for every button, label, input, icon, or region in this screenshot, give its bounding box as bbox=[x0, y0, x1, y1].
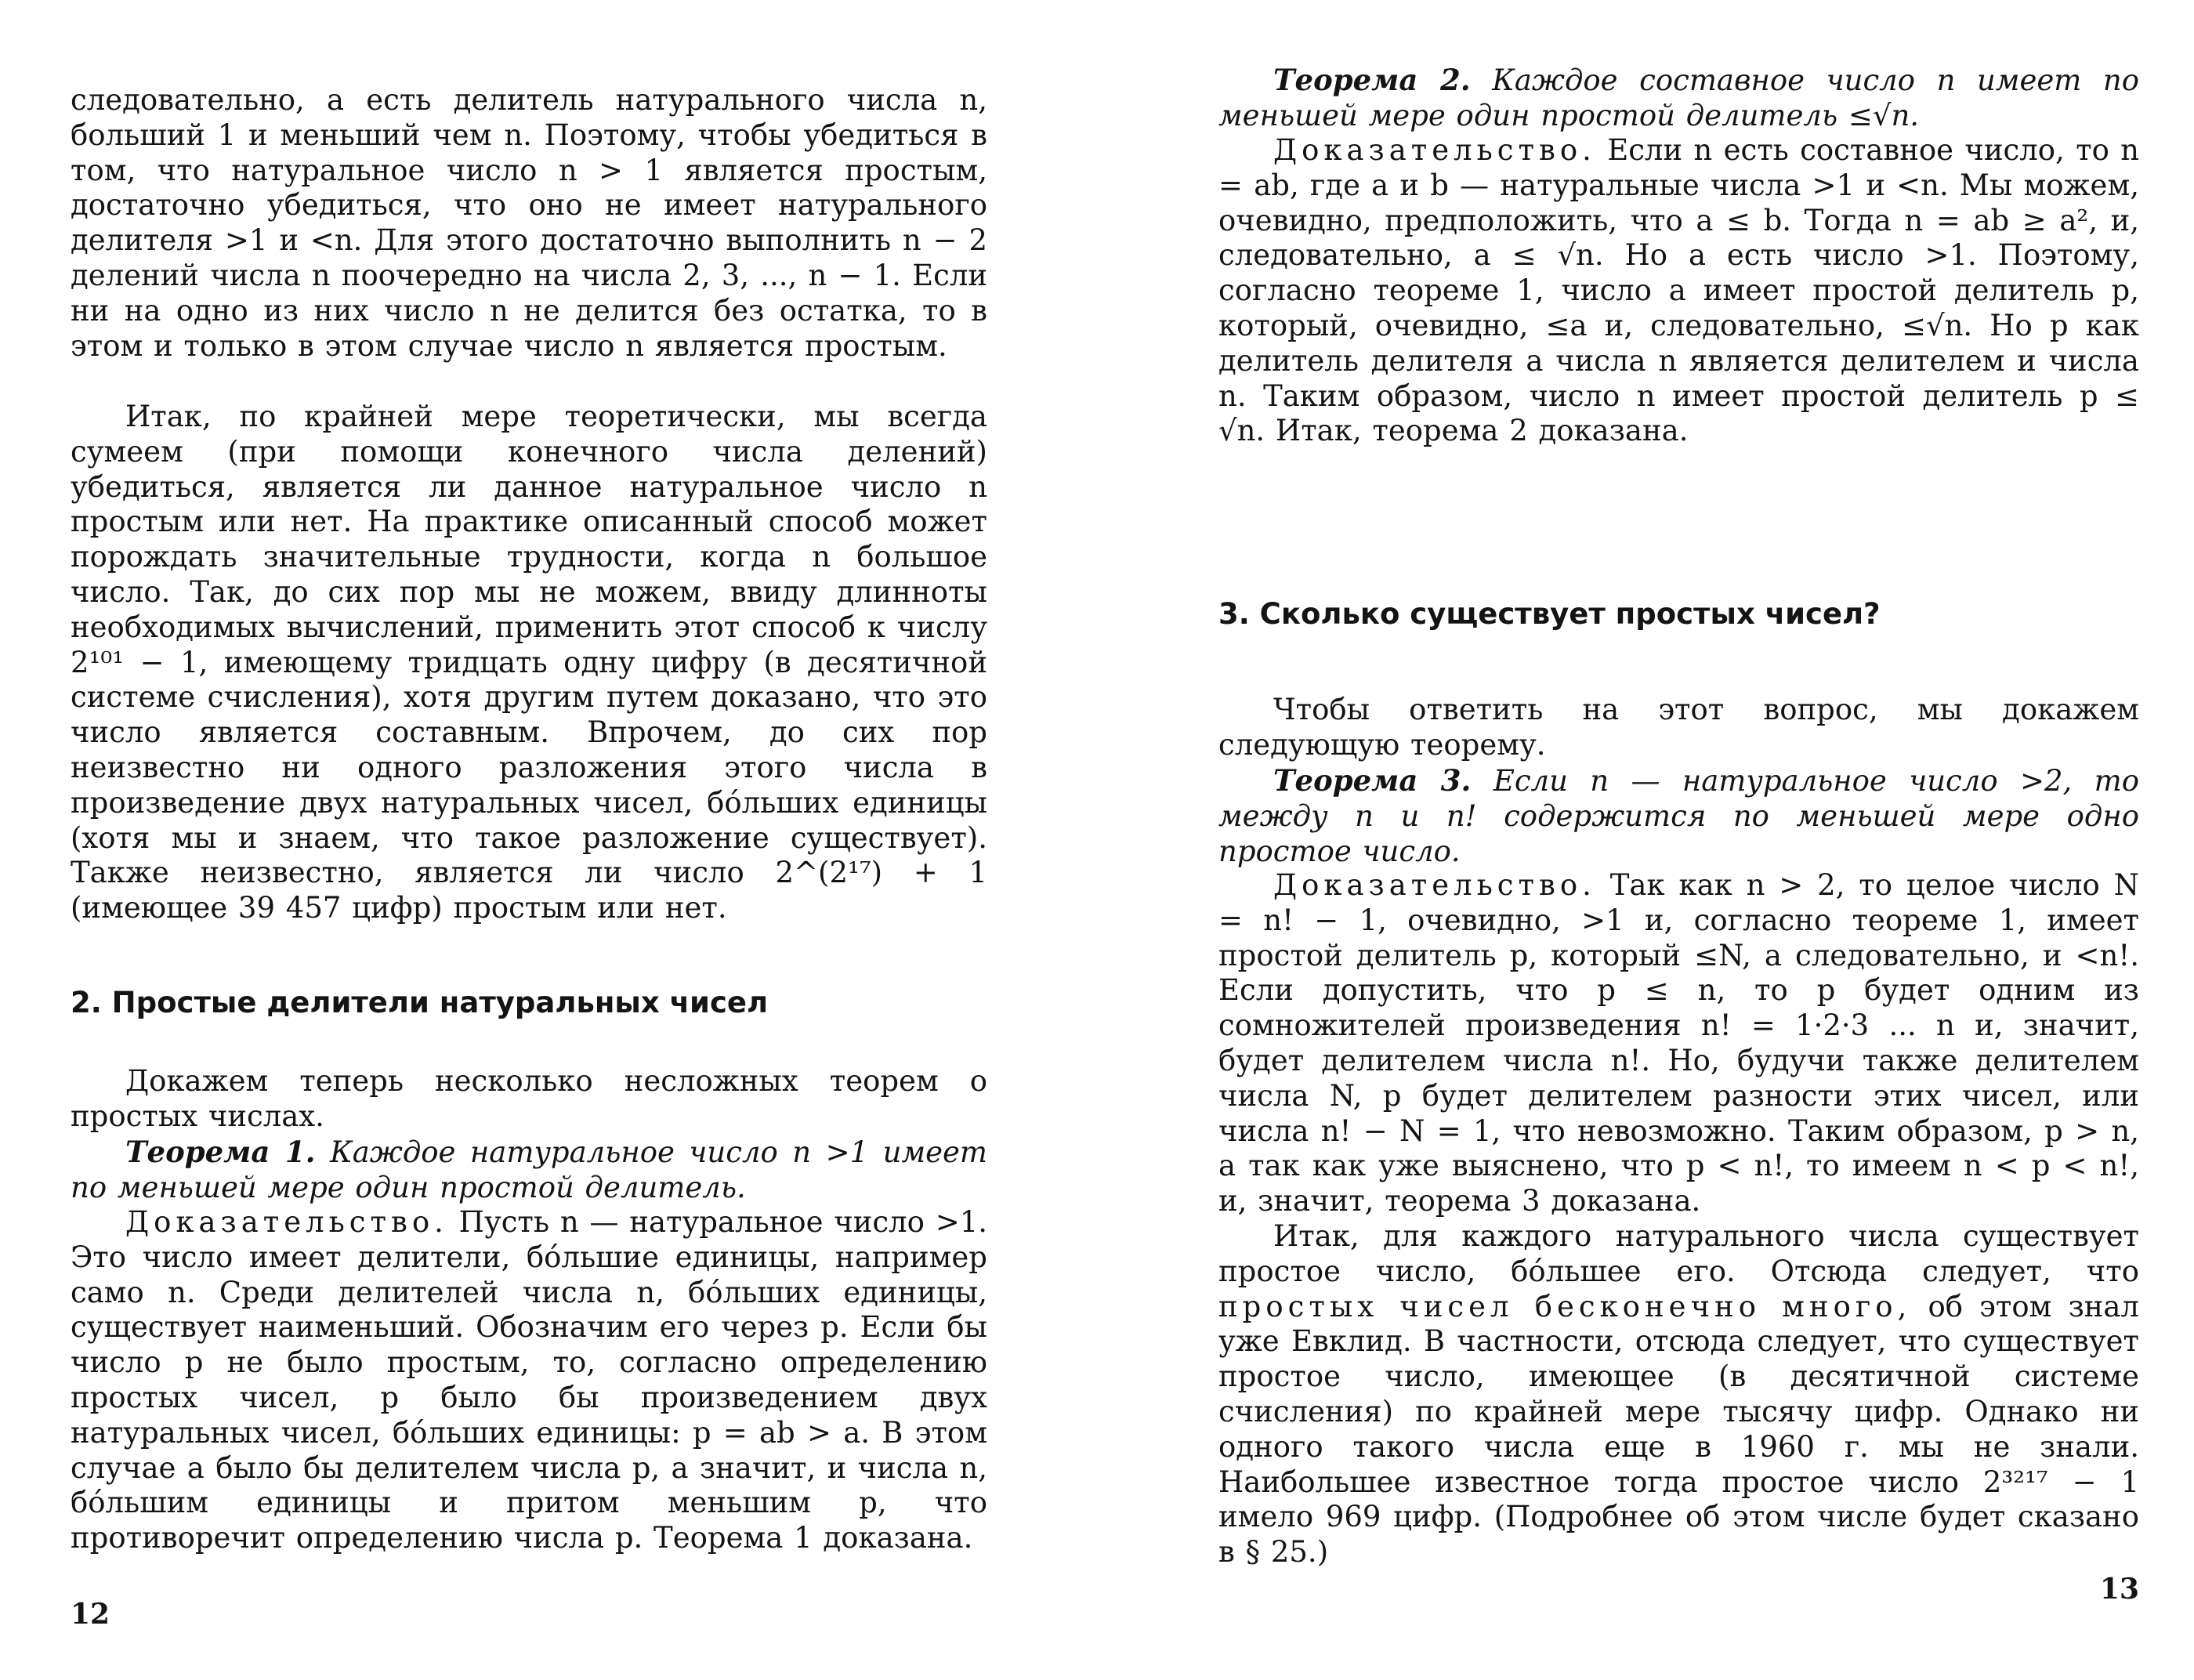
theorem-statement bbox=[1218, 63, 2139, 134]
proof-3 bbox=[1218, 868, 2139, 1219]
paragraph-text bbox=[1218, 1219, 2139, 1570]
proof-label: Доказательство. bbox=[1273, 868, 1596, 902]
paragraph-practical bbox=[71, 400, 987, 926]
paragraph-text: Докажем теперь несколько несложных теорем о простых числах. bbox=[71, 1064, 987, 1133]
theorem-text: Если n — натуральное число >2, то между n и n! содержится по меньшей мере одно простое число. bbox=[1218, 764, 2139, 868]
proof-paragraph bbox=[71, 1205, 987, 1556]
paragraph-text: Итак, по крайней мере теоретически, мы всегда сумеем (при помощи конечного числа делений) убедиться, является ли данное натуральное число n простым или нет. На практике описанный способ может порождать значительные трудности, когда n большое число. Так, до сих пор мы не можем, ввиду длинноты необходимых вычислений, применить этот способ к числу 2¹⁰¹ − 1, имеющему тридцать одну цифру (в десятичной системе счисления), хотя другим путем доказано, что это число является составным. Впрочем, до сих пор неизвестно ни одного разложения этого числа в произведение двух натуральных чисел, бо́льших единицы (хотя мы и знаем, что такое разложение существует). Также неизвестно, является ли число 2^(2¹⁷) + 1 (имеющее 39 457 цифр) простым или нет. bbox=[71, 400, 987, 925]
page-number: 13 bbox=[2099, 1573, 2139, 1606]
theorem-label: Теорема 3. bbox=[1273, 763, 1472, 798]
proof-text: Так как n > 2, то целое число N = n! − 1, очевидно, >1 и, согласно теореме 1, имеет простой делитель p, который ≤N, а следовательно, и <n!. Если допустить, что p ≤ n, то p будет одним из сомножителей произведения n! = 1·2·3 ... n и, значит, будет делителем числа n!. Но, будучи также делителем числа N, p будет делителем разности этих чисел, или числа n! − N = 1, что невозможно. Таким образом, p > n, а так как уже выяснено, что p < n!, то имеем n < p < n!, и, значит, теорема 3 доказана. bbox=[1218, 868, 2139, 1218]
section-heading: 3. Сколько существует простых чисел? bbox=[1218, 597, 1881, 631]
theorem-text: Каждое натуральное число n >1 имеет по меньшей мере один простой делитель. bbox=[71, 1135, 988, 1204]
section-2-heading bbox=[71, 986, 987, 1020]
paragraph-text: следовательно, a есть делитель натурального числа n, больший 1 и меньший чем n. Поэтому, чтобы убедиться в том, что натуральное число n > 1 является простым, достаточно убедиться, что оно не имеет натурального делителя >1 и <n. Для этого достаточно выполнить n − 2 делений числа n поочередно на числа 2, 3, ..., n − 1. Если ни на одно из них число n не делится без остатка, то в этом и только в этом случае число n является простым. bbox=[71, 83, 987, 363]
proof-label: Доказательство. bbox=[1273, 133, 1596, 167]
proof-text: Пусть n — натуральное число >1. Это число имеет делители, бо́льшие единицы, например само n. Среди делителей числа n, бо́льших единицы, существует наименьший. Обозначим его через p. Если бы число p не было простым, то, согласно определению простых чисел, p было бы произведением двух натуральных чисел, бо́льших единицы: p = ab > a. В этом случае a было бы делителем числа p, а значит, и числа n, бо́льшим единицы и притом меньшим p, что противоречит определению числа p. Теорема 1 доказана. bbox=[71, 1205, 988, 1555]
theorem-statement bbox=[1218, 763, 2139, 869]
theorem-text: Каждое составное число n имеет по меньшей мере один простой делитель ≤√n. bbox=[1218, 63, 2139, 132]
paragraph-continuation bbox=[71, 83, 987, 364]
proof-1 bbox=[71, 1205, 987, 1556]
section-2-intro bbox=[71, 1064, 987, 1135]
left-page bbox=[71, 0, 987, 1680]
section-3-intro bbox=[1218, 693, 2139, 763]
proof-text: Если n есть составное число, то n = ab, где a и b — натуральные числа >1 и <n. Мы можем, очевидно, предположить, что a ≤ b. Тогда n = ab ≥ a², и, следовательно, a ≤ √n. Но a есть число >1. Поэтому, согласно теореме 1, число a имеет простой делитель p, который, очевидно, ≤a и, следовательно, ≤√n. Но p как делитель делителя a числа n является делителем и числа n. Таким образом, число n имеет простой делитель p ≤ √n. Итак, теорема 2 доказана. bbox=[1218, 133, 2140, 448]
paragraph-text-part: Итак, для каждого натурального числа существует простое число, бо́льшее его. Отсюда следует, что bbox=[1218, 1219, 2139, 1288]
paragraph-euclid bbox=[1218, 1219, 2139, 1570]
theorem-1 bbox=[71, 1135, 987, 1206]
proof-paragraph bbox=[1218, 868, 2139, 1219]
section-heading: 2. Простые делители натуральных чисел bbox=[71, 986, 769, 1019]
theorem-2 bbox=[1218, 63, 2139, 134]
section-3-heading bbox=[1218, 597, 2139, 632]
theorem-label: Теорема 2. bbox=[1273, 63, 1471, 97]
theorem-label: Теорема 1. bbox=[125, 1135, 316, 1169]
page-number: 12 bbox=[71, 1598, 110, 1631]
proof-paragraph bbox=[1218, 133, 2139, 449]
theorem-3 bbox=[1218, 763, 2139, 869]
paragraph-text-part: об этом знал уже Евклид. В частности, отсюда следует, что существует простое число, имеющее (в десятичной системе счисления) по крайней мере тысячу цифр. Однако ни одного такого числа еще в 1960 г. мы не знали. Наибольшее известное тогда простое число 2³²¹⁷ − 1 имело 969 цифр. (Подробнее об этом числе будет сказано в § 25.) bbox=[1218, 1289, 2139, 1570]
proof-2 bbox=[1218, 133, 2139, 449]
paragraph-text: Чтобы ответить на этот вопрос, мы докажем следующую теорему. bbox=[1218, 693, 2139, 762]
proof-label: Доказательство. bbox=[125, 1205, 448, 1239]
right-page bbox=[1218, 0, 2139, 1680]
theorem-statement bbox=[71, 1135, 987, 1206]
emphasized-phrase: простых чисел бесконечно много, bbox=[1218, 1289, 1912, 1323]
